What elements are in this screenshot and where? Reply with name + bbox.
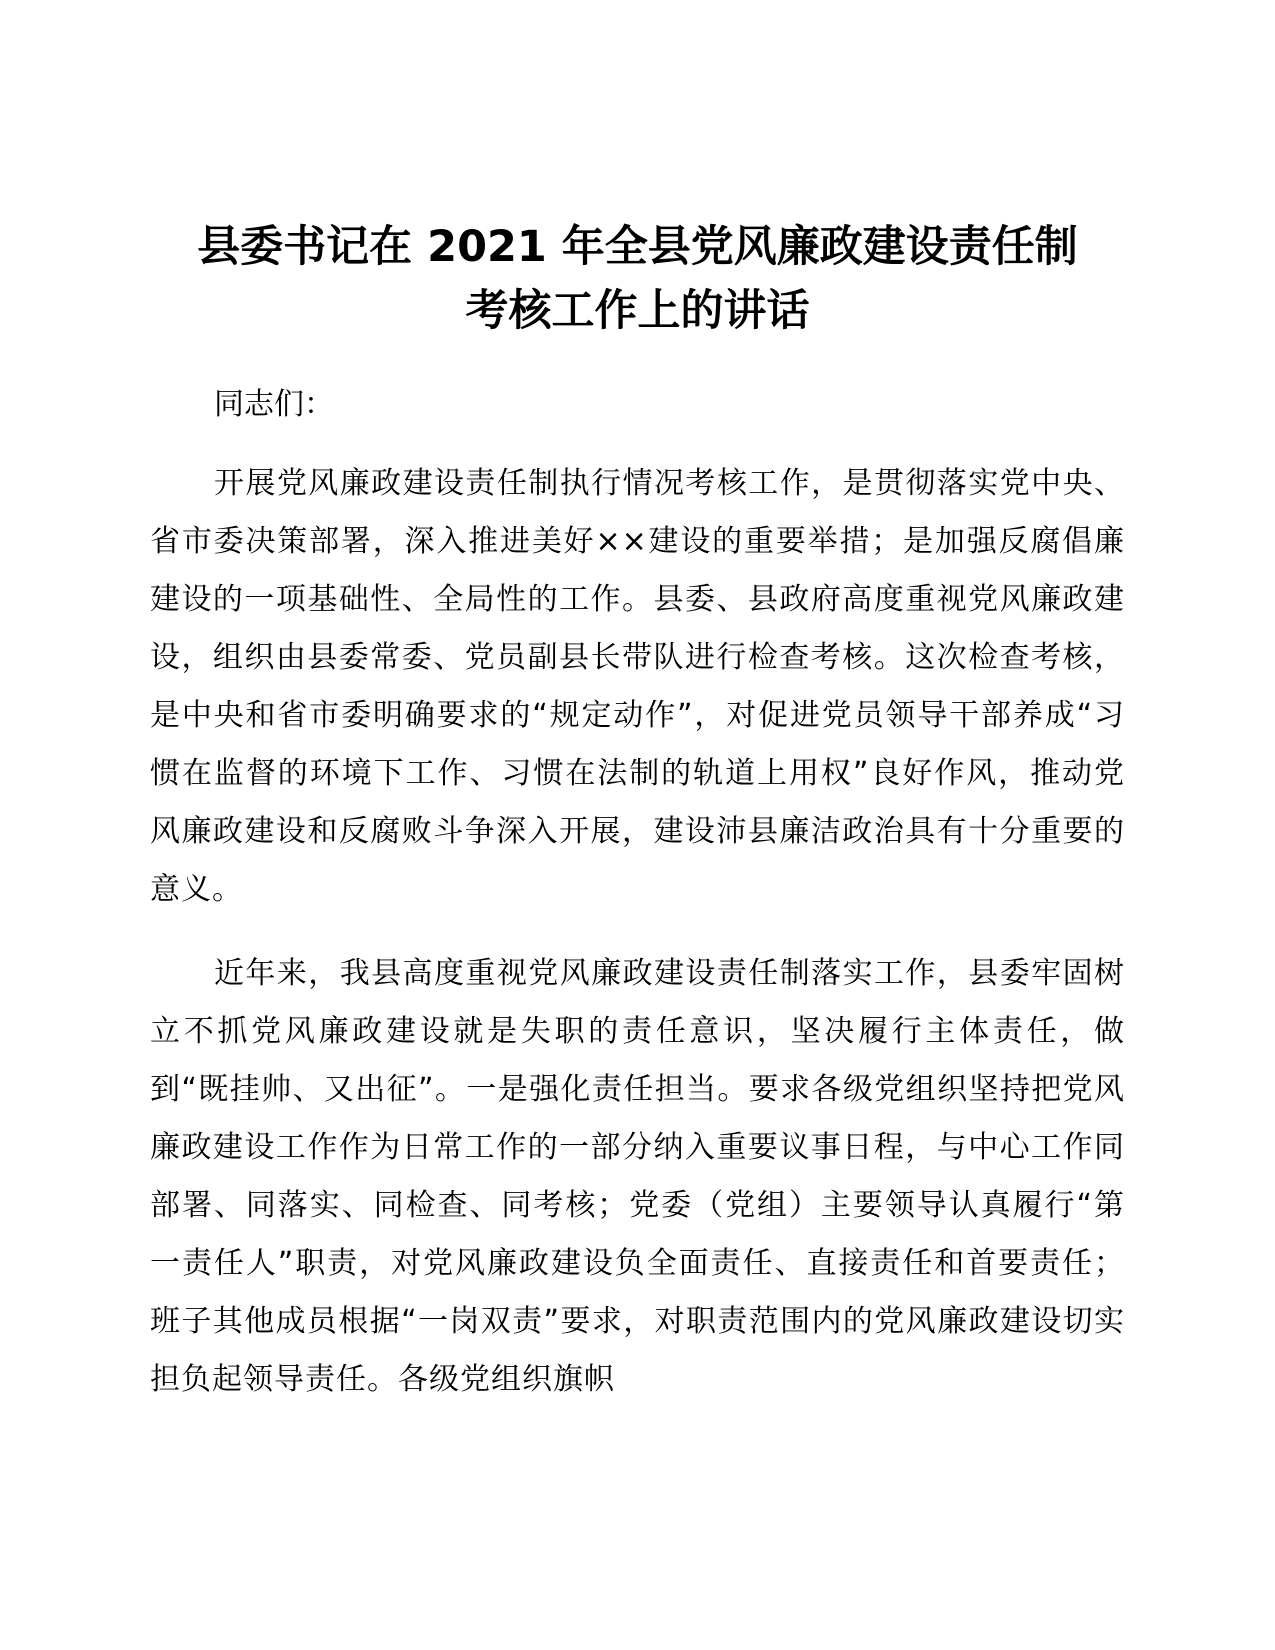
title-line-1: 县委书记在 2021 年全县党风廉政建设责任制 <box>197 222 1078 272</box>
body-paragraph-2: 近年来，我县高度重视党风廉政建设责任制落实工作，县委牢固树立不抓党风廉政建设就是失职的责任意识，坚决履行主体责任，做到“既挂帅、又出征”。一是强化责任担当。要求各级党组织坚持把党风廉政建设工作作为日常工作的一部分纳入重要议事日程，与中心工作同部署、同落实、同检查、同考核；党委（党组）主要领导认真履行“第一责任人”职责，对党风廉政建设负全面责任、直接责任和首要责任；班子其他成员根据“一岗双责”要求，对职责范围内的党风廉政建设切实担负起领导责任。各级党组织旗帜 <box>150 956 1125 1397</box>
title-line-2: 考核工作上的讲话 <box>465 286 810 336</box>
document-page <box>150 215 1125 1409</box>
document-title <box>150 215 1125 343</box>
body-paragraph-1: 开展党风廉政建设责任制执行情况考核工作，是贯彻落实党中央、省市委决策部署，深入推进美好××建设的重要举措；是加强反腐倡廉建设的一项基础性、全局性的工作。县委、县政府高度重视党风廉政建设，组织由县委常委、党员副县长带队进行检查考核。这次检查考核，是中央和省市委明确要求的“规定动作”，对促进党员领导干部养成“习惯在监督的环境下工作、习惯在法制的轨道上用权”良好作风，推动党风廉政建设和反腐败斗争深入开展，建设沛县廉洁政治具有十分重要的意义。 <box>150 466 1125 907</box>
salutation: 同志们： <box>214 387 334 422</box>
